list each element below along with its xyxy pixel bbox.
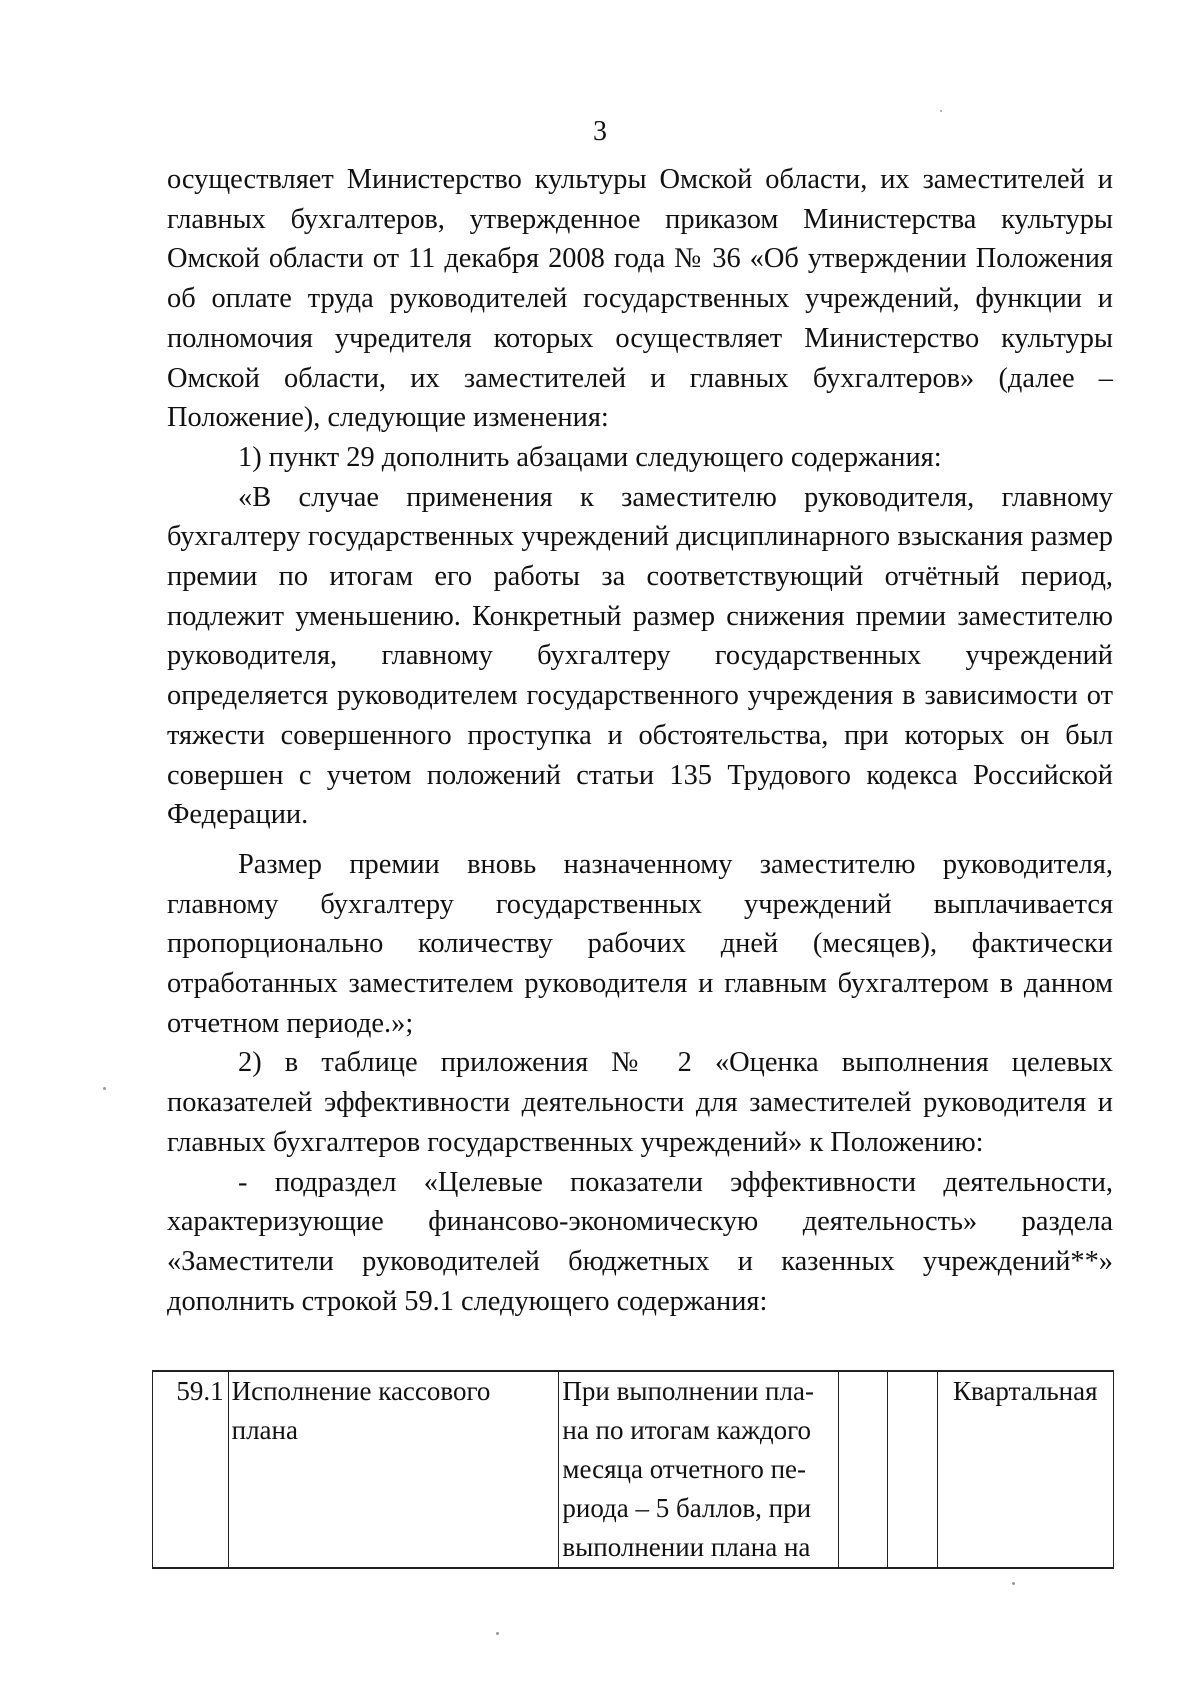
- paragraph-item-2: 2) в таблице приложения № 2 «Оценка выполнения целевых показателей эффективности деятельности для заместителей руководителя и главных бухгалтеров государственных учреждений» к Положению:: [167, 1047, 1113, 1158]
- condition-cell: При выполнении пла-на по итогам каждого месяца отчетного пе-риода – 5 баллов, при выполнении плана на: [559, 1371, 838, 1568]
- scan-speck: [496, 1632, 499, 1635]
- body-text: [167, 160, 1113, 1321]
- row-number-cell: 59.1: [153, 1371, 229, 1568]
- page-number: 3: [593, 116, 607, 147]
- indicator-table: [152, 1370, 1114, 1569]
- paragraph-item-1: 1) пункт 29 дополнить абзацами следующего содержания:: [238, 441, 942, 473]
- paragraph-subsection: - подраздел «Целевые показатели эффективности деятельности, характеризующие финансово-экономическую деятельность» раздела «Заместители руководителей бюджетных и казенных учреждений**» дополнить строкой 59.1 следующего содержания:: [167, 1166, 1113, 1317]
- scan-speck: [940, 110, 942, 112]
- empty-cell-1: [838, 1371, 887, 1568]
- scan-speck: [1012, 1582, 1015, 1585]
- paragraph-quote-start: «В случае применения к заместителю руководителя, главному бухгалтеру государственных учреждений дисциплинарного взыскания размер премии по итогам его работы за соответствующий отчётный период, подлежит уменьшению. Конкретный размер снижения премии заместителю руководителя, главному бухгалтеру государственных учреждений определяется руководителем государственного учреждения в зависимости от тяжести совершенного проступка и обстоятельства, при которых он был совершен с учетом положений статьи 135 Трудового кодекса Российской Федерации.: [167, 481, 1113, 831]
- scan-speck: [103, 1087, 106, 1090]
- table-row: [153, 1371, 1114, 1568]
- indicator-name-cell: Исполнение кассового плана: [228, 1371, 559, 1568]
- periodicity-cell: Квартальная: [937, 1371, 1114, 1568]
- paragraph-quote-end: Размер премии вновь назначенному заместителю руководителя, главному бухгалтеру государственных учреждений выплачивается пропорционально количеству рабочих дней (месяцев), фактически отработанных заместителем руководителя и главным бухгалтером в данном отчетном периоде.»;: [167, 848, 1113, 1039]
- paragraph-intro: осуществляет Министерство культуры Омской области, их заместителей и главных бухгалтеров, утвержденное приказом Министерства культуры Омской области от 11 декабря 2008 года № 36 «Об утверждении Положения об оплате труда руководителей государственных учреждений, функции и полномочия учредителя которых осуществляет Министерство культуры Омской области, их заместителей и главных бухгалтеров» (далее – Положение), следующие изменения:: [167, 164, 1113, 434]
- empty-cell-2: [888, 1371, 937, 1568]
